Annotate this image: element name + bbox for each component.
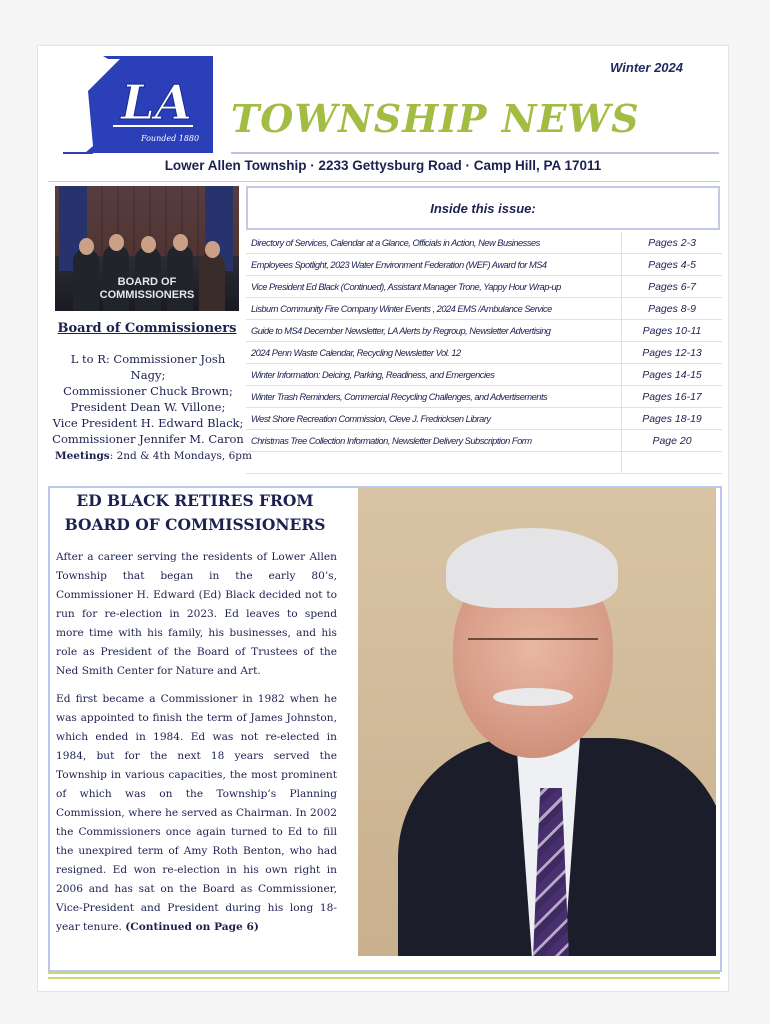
- township-address: Lower Allen Township · 2233 Gettysburg Road · Camp Hill, PA 17011: [164, 158, 602, 173]
- board-photo: [55, 186, 239, 311]
- toc-row: West Shore Recreation Commission, Cleve J. Fredricksen Library Pages 18-19: [246, 408, 722, 430]
- toc-row: Vice President Ed Black (Continued), Assistant Manager Trone, Yappy Hour Wrap-up Pages 6-7: [246, 276, 722, 298]
- issue-label: Winter 2024: [610, 60, 683, 75]
- footer-rule: [48, 977, 720, 979]
- toc-row: Winter Information: Deicing, Parking, Readiness, and Emergencies Pages 14-15: [246, 364, 722, 386]
- board-title: Board of Commissioners: [57, 321, 237, 336]
- logo-letters: LA: [121, 75, 192, 131]
- newsletter-page: [37, 45, 729, 992]
- toc-row: Directory of Services, Calendar at a Glance, Officials in Action, New Businesses Pages 2-3: [246, 232, 722, 254]
- table-of-contents: [246, 232, 722, 474]
- board-member-line: President Dean W. Villone;: [70, 400, 226, 414]
- article-paragraph: After a career serving the residents of Lower Allen Township that began in the early 80’s, Commissioner H. Edward (Ed) Black decided not to run for re-election in 2023. Ed leaves to spend more time with his family, his businesses, and his role as President of the Board of Trustees of the Ned Smith Center for Nature and Art.: [56, 551, 337, 677]
- toc-row: Christmas Tree Collection Information, Newsletter Delivery Subscription Form Page 20: [246, 430, 722, 452]
- footer-rule: [48, 971, 720, 974]
- board-photo-caption: BOARD OF COMMISSIONERS: [99, 276, 195, 301]
- toc-row: Winter Trash Reminders, Commercial Recycling Challenges, and Advertisements Pages 16-17: [246, 386, 722, 408]
- board-members: [52, 351, 244, 447]
- toc-row: [246, 452, 722, 474]
- board-member-line: Commissioner Jennifer M. Caron: [52, 432, 244, 446]
- article-headline: ED BLACK RETIRES FROM BOARD OF COMMISSIONERS: [64, 491, 326, 534]
- board-member-line: Vice President H. Edward Black;: [52, 416, 244, 430]
- toc-row: Guide to MS4 December Newsletter, LA Alerts by Regroup, Newsletter Advertising Pages 10-11: [246, 320, 722, 342]
- board-member-line: Commissioner Chuck Brown;: [63, 384, 233, 398]
- township-logo: [63, 51, 213, 156]
- portrait-photo: [358, 488, 716, 956]
- meetings-info: Meetings: 2nd & 4th Mondays, 6pm: [55, 450, 252, 462]
- masthead-rule: [231, 152, 719, 154]
- article-body: [56, 548, 337, 946]
- toc-row: Employees Spotlight, 2023 Water Environment Federation (WEF) Award for MS4 Pages 4-5: [246, 254, 722, 276]
- inside-issue-title: Inside this issue:: [430, 201, 536, 216]
- continued-note: (Continued on Page 6): [125, 921, 259, 933]
- address-rule: [48, 181, 720, 182]
- toc-row: Lisburn Community Fire Company Winter Events , 2024 EMS /Ambulance Service Pages 8-9: [246, 298, 722, 320]
- board-member-line: L to R: Commissioner Josh Nagy;: [70, 352, 226, 382]
- inside-issue-header: [246, 186, 720, 230]
- masthead-title: TOWNSHIP NEWS: [231, 96, 640, 141]
- article-paragraph: Ed first became a Commissioner in 1982 when he was appointed to finish the term of James Johnston, which ended in 1984. Ed was not re-elected in 1984, but for the next 18 years served the Township in various capacities, the most prominent of which was on the Township’s Planning Commission, where he served as Chairman. In 2002 the Commissioners once again turned to Ed to fill the unexpired term of Amy Roth Benton, who had resigned. Ed won re-election in his own right in 2006 and has sat on the Board as Commissioner, Vice-President and President during his long 18-year tenure. (Continued on Page 6): [56, 693, 337, 933]
- logo-founded: Founded 1880: [141, 134, 200, 143]
- toc-row: 2024 Penn Waste Calendar, Recycling Newsletter Vol. 12 Pages 12-13: [246, 342, 722, 364]
